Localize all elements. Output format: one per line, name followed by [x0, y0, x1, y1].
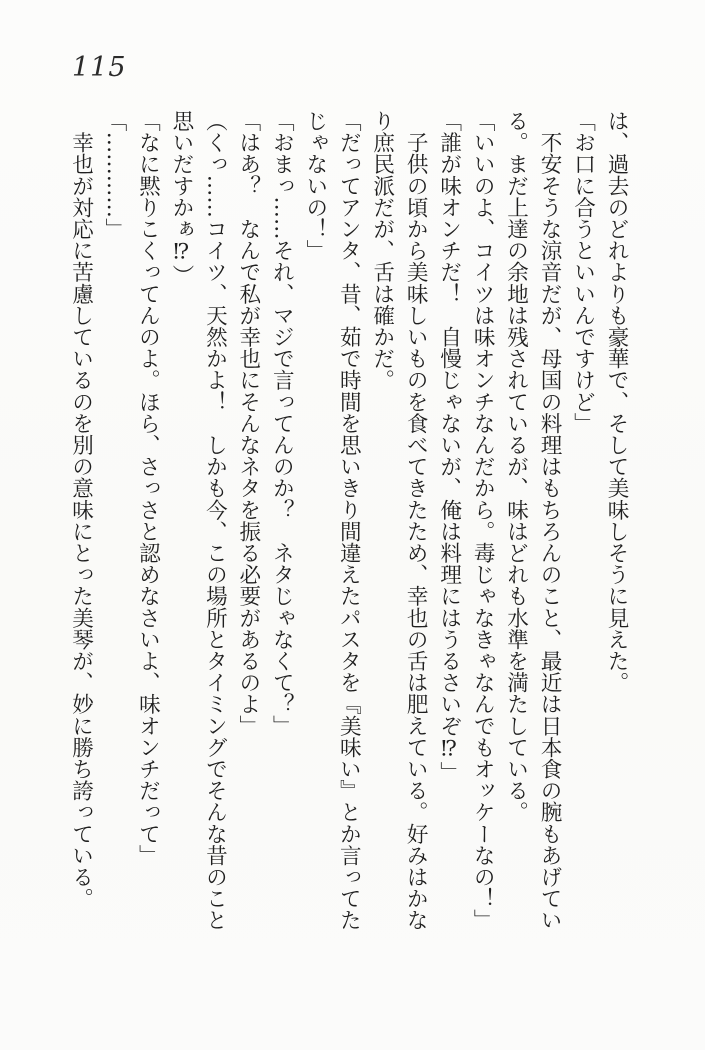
text-line: 「なに黙りこくってんのよ。ほら、さっさと認めなさいよ、味オンチだって」 [135, 110, 161, 866]
text-line: （くっ……コイツ、天然かよ！ しかも今、この場所とタイミングでそんな昔のこと [202, 110, 228, 931]
page-number: 115 [72, 52, 127, 83]
text-line: 「はあ？ なんで私が幸也にそんなネタを振る必要があるのよ」 [235, 110, 261, 737]
text-line: 幸也が対応に苦慮しているのを別の意味にとった美琴が、妙に勝ち誇っている。 [68, 110, 94, 910]
text-line: 「お口に合うといいんですけど」 [570, 110, 596, 434]
text-line: 子供の頃から美味しいものを食べてきたため、幸也の舌は肥えている。好みはかな [403, 110, 429, 931]
text-line: 「おまっ……それ、マジで言ってんのか？ ネタじゃなくて？」 [269, 110, 295, 737]
text-line: 不安そうな涼音だが、母国の料理はもちろんのこと、最近は日本食の腕もあげてい [537, 110, 563, 931]
text-block [64, 110, 633, 952]
text-line: 「いいのよ、コイツは味オンチなんだから。毒じゃなきゃなんでもオッケーなの！」 [470, 110, 496, 931]
text-line: 「だってアンタ、昔、茹で時間を思いきり間違えたパスタを『美味い』とか言ってた [336, 110, 362, 931]
text-line: じゃないの！」 [302, 110, 328, 262]
text-line: り庶民派だが、舌は確かだ。 [369, 110, 395, 391]
text-line: る。まだ上達の余地は残されているが、味はどれも水準を満たしている。 [503, 110, 529, 823]
text-line: 「…………」 [101, 110, 127, 240]
text-line: は、過去のどれよりも豪華で、そして美味しそうに見えた。 [604, 110, 629, 694]
text-line: 思いだすかぁ⁉） [168, 110, 194, 287]
text-line: 「誰が味オンチだ！ 自慢じゃないが、俺は料理にはうるさいぞ⁉」 [436, 110, 462, 783]
